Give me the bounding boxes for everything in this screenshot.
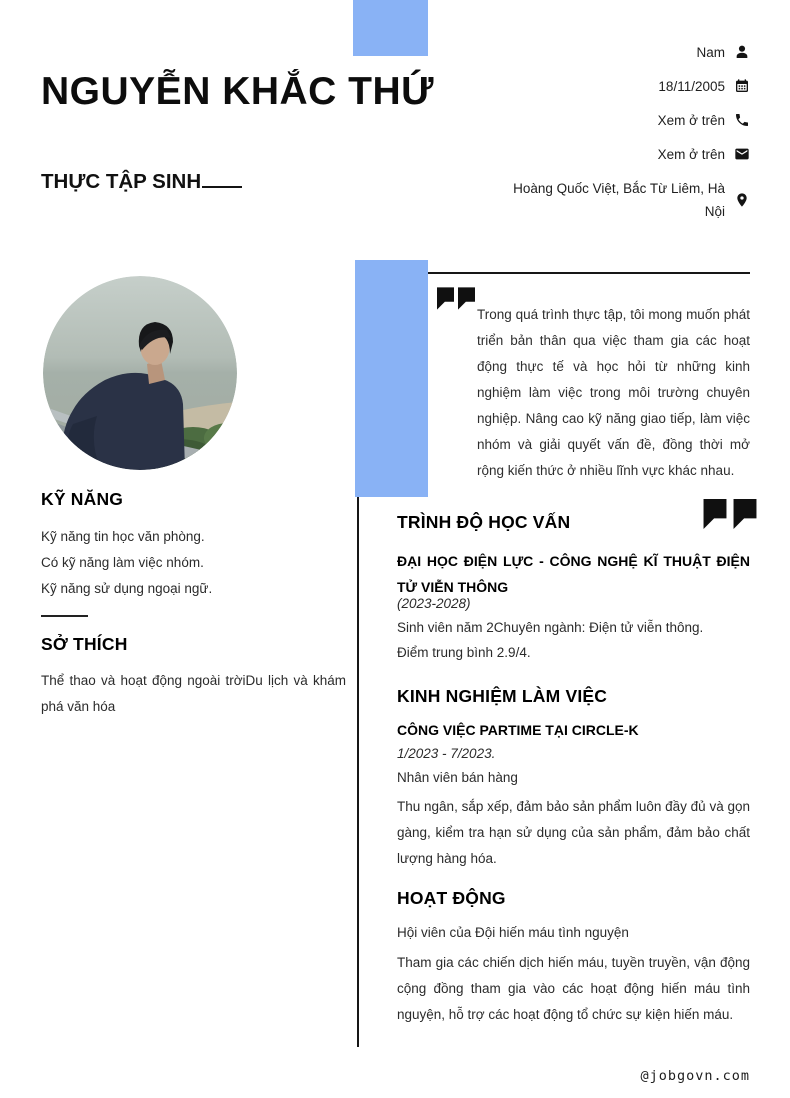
contact-email: Xem ở trên: [658, 137, 750, 171]
location-icon: [734, 192, 750, 208]
hobbies-text: Thể thao và hoạt động ngoài trờiDu lịch và khám phá văn hóa: [41, 673, 346, 714]
phone-icon: [734, 112, 750, 128]
candidate-name: NGUYỄN KHẮC THỨ: [41, 70, 435, 113]
contact-block: [493, 35, 750, 229]
contact-birthdate: 18/11/2005: [658, 69, 750, 103]
education-detail: Sinh viên năm 2Chuyên ngành: Điện tử viễn thông.: [397, 620, 704, 635]
skills-heading: KỸ NĂNG: [41, 489, 124, 509]
skill-item: Kỹ năng tin học văn phòng.: [41, 529, 205, 544]
activities-heading: HOẠT ĐỘNG: [397, 888, 506, 908]
hobbies-heading: SỞ THÍCH: [41, 634, 128, 654]
education-gpa: Điểm trung bình 2.9/4.: [397, 645, 531, 660]
education-school: ĐẠI HỌC ĐIỆN LỰC - CÔNG NGHỆ KĨ THUẬT ĐIỆN TỬ VIỄN THÔNG: [397, 553, 750, 595]
quote-accent-rect: [355, 260, 428, 497]
calendar-icon: [734, 78, 750, 94]
quote-top-rule: [428, 272, 750, 274]
close-quote-icon: [703, 499, 757, 529]
activities-membership: Hội viên của Đội hiến máu tình nguyện: [397, 925, 629, 940]
experience-dates: 1/2023 - 7/2023.: [397, 746, 496, 761]
experience-role: Nhân viên bán hàng: [397, 770, 518, 785]
objective-text: Trong quá trình thực tập, tôi mong muốn phát triển bản thân qua việc tham gia các hoạt động thực tế và học hỏi từ những kinh nghiệm làm việc trong môi trường chuyên nghiệp. Nâng cao kỹ năng giao tiếp, làm việc nhóm và giải quyết vấn đề, đồng thời mở rộng kiến thức ở nhiều lĩnh vực khác nhau.: [477, 307, 750, 478]
contact-gender: Nam: [696, 35, 750, 69]
watermark: @jobgovn.com: [640, 1068, 750, 1084]
experience-description: Thu ngân, sắp xếp, đảm bảo sản phẩm luôn đầy đủ và gọn gàng, kiểm tra hạn sử dụng của sản phẩm, đảm bảo chất lượng hàng hóa.: [397, 799, 750, 866]
contact-address: Hoàng Quốc Việt, Bắc Từ Liêm, Hà Nội: [493, 171, 750, 229]
column-divider: [357, 497, 359, 1047]
activities-description: Tham gia các chiến dịch hiến máu, tuyền truyền, vận động cộng đồng tham gia vào các hoạt động hiến máu tình nguyện, hỗ trợ các hoạt động tổ chức sự kiện hiến máu.: [397, 955, 750, 1022]
experience-job-title: CÔNG VIỆC PARTIME TẠI CIRCLE-K: [397, 722, 639, 738]
job-title-underline: [202, 186, 242, 188]
skill-item: Kỹ năng sử dụng ngoại ngữ.: [41, 581, 213, 596]
education-heading: TRÌNH ĐỘ HỌC VẤN: [397, 512, 571, 532]
skill-item: Có kỹ năng làm việc nhóm.: [41, 555, 204, 570]
profile-photo: [43, 276, 237, 470]
contact-phone: Xem ở trên: [658, 103, 750, 137]
open-quote-icon: [437, 287, 475, 310]
skills-list: [41, 524, 346, 602]
top-accent-rect: [353, 0, 428, 56]
mail-icon: [734, 146, 750, 162]
person-icon: [734, 44, 750, 60]
experience-heading: KINH NGHIỆM LÀM VIỆC: [397, 686, 608, 706]
education-years: (2023-2028): [397, 596, 471, 611]
skills-divider: [41, 615, 88, 617]
job-title: THỰC TẬP SINH: [41, 170, 242, 194]
